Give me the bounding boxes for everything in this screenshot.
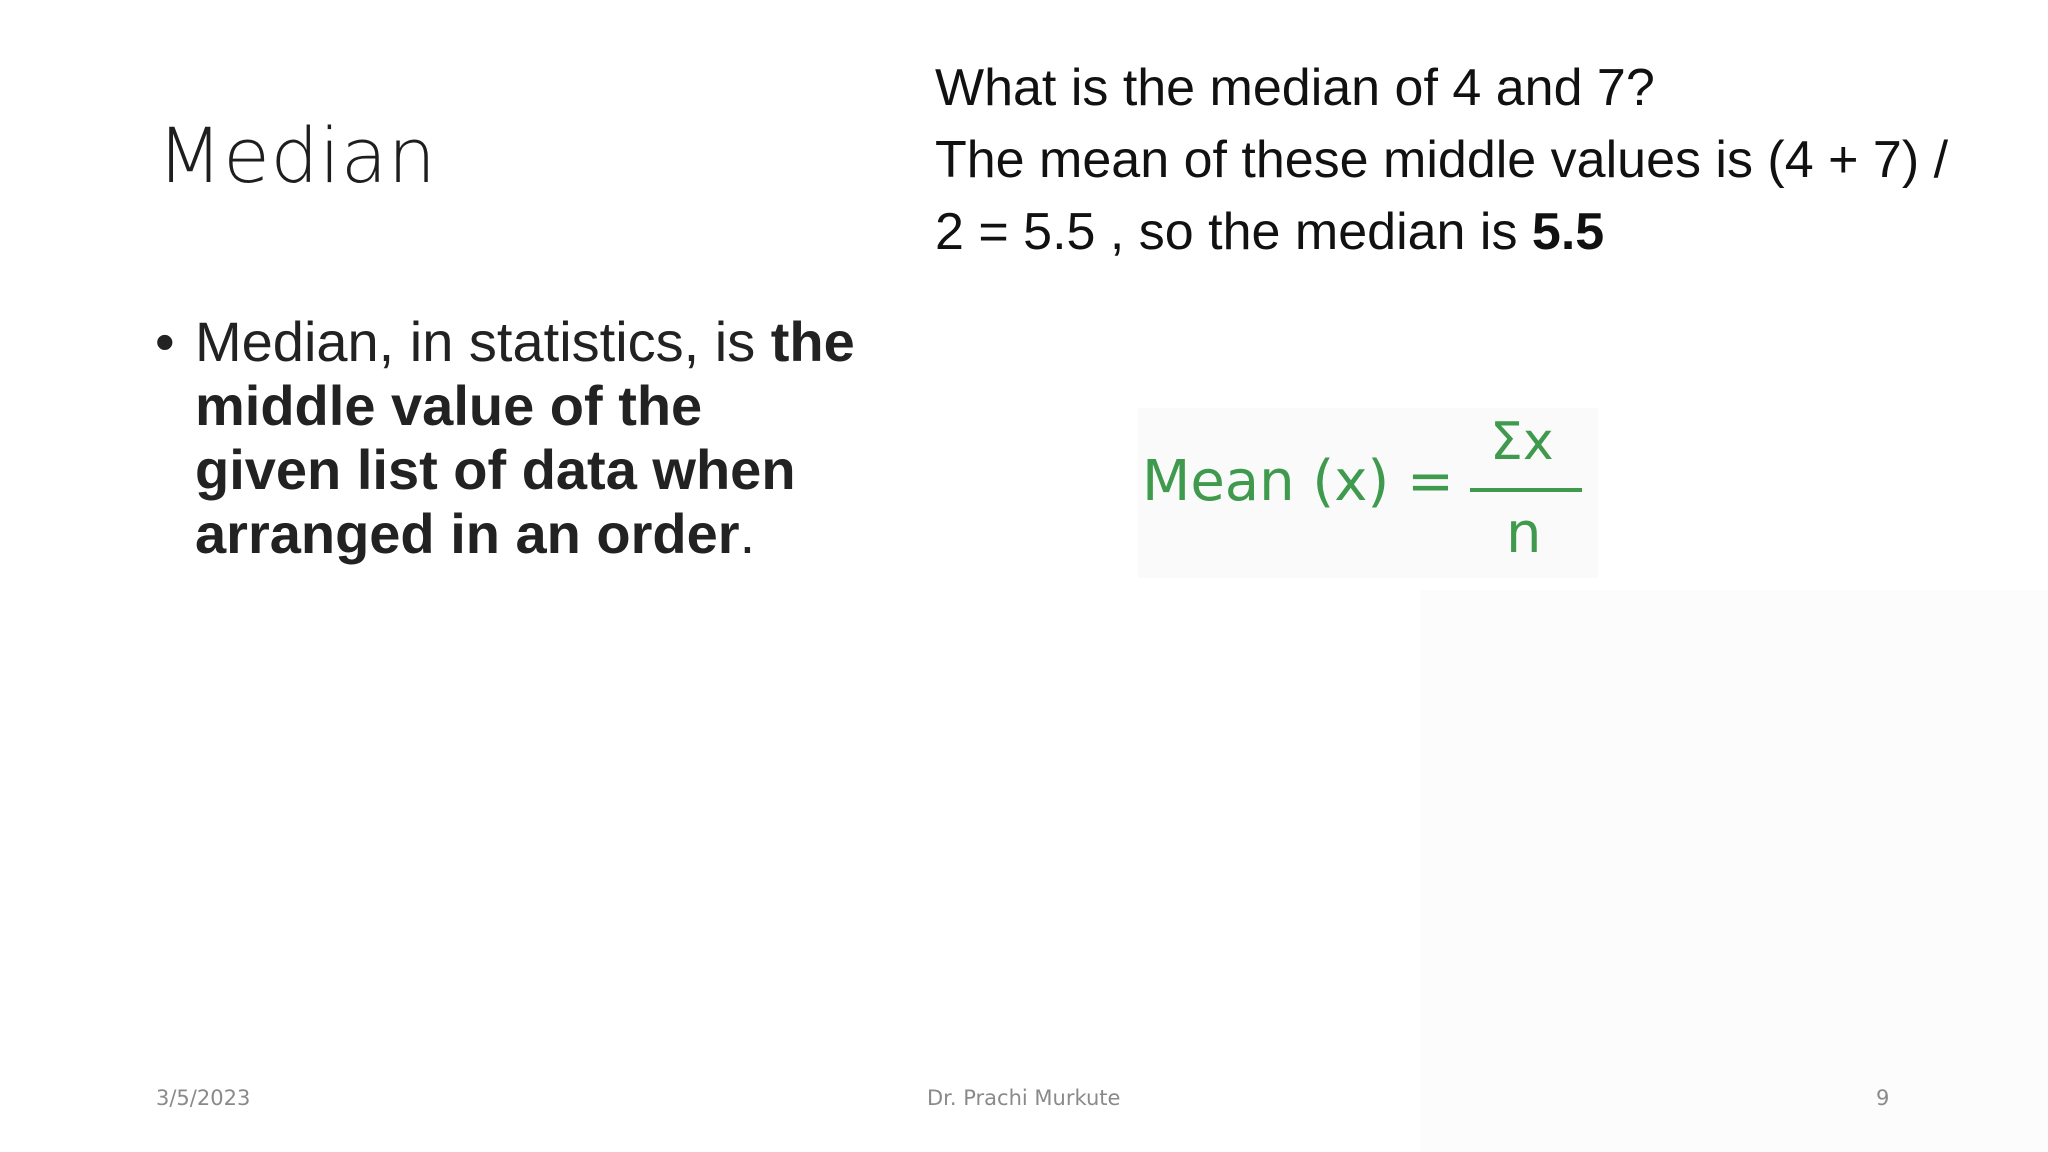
- formula-denominator: n: [1506, 501, 1542, 566]
- bullet-line-3: given list of data when: [195, 438, 796, 501]
- footer-page-number: 9: [1876, 1086, 1890, 1110]
- question-line-1: What is the median of 4 and 7?: [935, 59, 1655, 117]
- median-answer: 5.5: [1531, 203, 1605, 261]
- bullet-normal-text: Median, in statistics, is: [195, 310, 771, 373]
- footer-date: 3/5/2023: [156, 1086, 251, 1110]
- footer-author: Dr. Prachi Murkute: [927, 1086, 1121, 1110]
- question-line-3-text: 2 = 5.5 , so the median is: [935, 203, 1532, 261]
- bullet-bold-text-4: arranged in an order: [195, 502, 740, 565]
- formula-lhs: Mean (x) =: [1142, 449, 1454, 514]
- mean-formula-image: [1138, 408, 1598, 578]
- bullet-period: .: [739, 502, 756, 565]
- slide-title: Median: [157, 111, 437, 200]
- fraction-bar: [1470, 488, 1582, 492]
- bullet-line-4: [195, 502, 915, 566]
- bullet-dot: •: [155, 310, 175, 373]
- bullet-bold-text-1: the: [770, 310, 855, 373]
- background-shade: [1420, 590, 2048, 1152]
- bullet-item: [195, 310, 915, 566]
- question-line-3: [935, 196, 2025, 268]
- question-line-2: The mean of these middle values is (4 + 7) /: [935, 131, 1949, 189]
- bullet-line-1: [195, 310, 915, 374]
- bullet-line-2: middle value of the: [195, 374, 703, 437]
- question-text: [935, 52, 2025, 268]
- formula-numerator: Σx: [1490, 412, 1554, 472]
